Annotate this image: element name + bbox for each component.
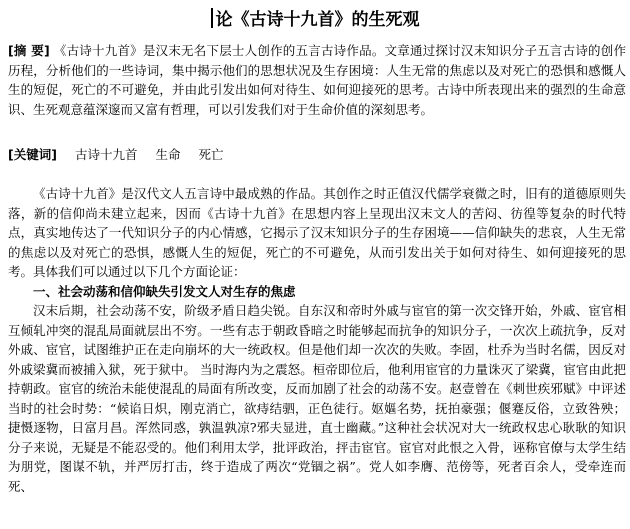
keywords-tag: [关键词] <box>8 147 57 162</box>
body-section <box>8 184 626 496</box>
abstract-paragraph <box>8 41 626 119</box>
abstract-section <box>8 41 626 119</box>
keyword-item: 死亡 <box>198 147 224 162</box>
abstract-text: 《古诗十九首》是汉末无名下层士人创作的五言古诗作品。文章通过探讨汉末知识分子五言古诗的创作历程，分析他们的一些诗词，集中揭示他们的思想状况及生存困境：人生无常的焦虑以及对死亡的恐惧和感慨人生的短促，死亡的不可避免，并由此引发出如何对待生、如何迎接死的思考。古诗中所表现出来的强烈的生命意识、生死观意蕴深邃而又富有哲理，可以引发我们对于生命价值的深刻思考。 <box>8 43 626 117</box>
document-title <box>0 8 630 32</box>
title-text: 论《古诗十九首》的生死观 <box>215 10 420 30</box>
text-cursor <box>211 8 213 28</box>
keyword-item: 生命 <box>155 147 181 162</box>
abstract-tag: [摘 要] <box>8 43 50 58</box>
body-paragraph-1: 《古诗十九首》是汉代文人五言诗中最成熟的作品。其创作之时正值汉代儒学衰微之时，旧有的道德原则失落，新的信仰尚未建立起来，因而《古诗十九首》在思想内容上呈现出汉末文人的苦闷、彷徨等复杂的时代特点，真实地传达了一代知识分子的内心情感，它揭示了汉末知识分子的生存困境——信仰缺失的悲哀，人生无常的焦虑以及对死亡的恐惧，感慨人生的短促，死亡的不可避免，从而引发出关于如何对待生、如何迎接死的思考。具体我们可以通过以下几个方面论证： <box>8 186 626 279</box>
keyword-item: 古诗十九首 <box>74 147 138 162</box>
section-heading-1: 一、社会动荡和信仰缺失引发文人对生存的焦虑 <box>33 283 296 299</box>
keywords-section <box>8 145 626 165</box>
body-paragraph-2: 汉末后期，社会动荡不安，阶级矛盾日趋尖锐。自东汉和帝时外戚与宦官的第一次交锋开始，外戚、宦官相互倾轧冲突的混乱局面就层出不穷。一些有志于朝政昏暗之时能够起而抗争的知识分子，一次次上疏抗争，反对外戚、宦官，试图维护正在走向崩坏的大一统政权。但是他们却一次次的失败。李固，杜乔为当时名儒，因反对外戚梁冀而被捕入狱，死于狱中。 当时海内为之震怒。桓帝即位后，他利用宦官的力量诛灭了梁冀，宦官由此把持朝政。宦官的统治未能使混乱的局面有所改变，反而加剧了社会的动荡不安。赵壹曾在《刺世疾邪赋》中评述当时的社会时势：“候谄日炽，刚克消亡，欲痔结驷，正色徒行。妪嫗名势，抚拍豪强；偃蹇反俗，立致咎殃；捷慑逐物，日富月昌。浑然同惑，孰温孰凉?邪夫显进，直士幽藏。”这种社会状况对大一统政权忠心耿耿的知识分子来说，无疑是不能忍受的。他们利用太学，批评政治，抨击宦官。宦官对此恨之入骨，诬称官僚与太学生结为朋党，图谋不轨，并严厉打击，终于造成了两次“党锢之祸”。党人如李膺、范傍等，死者百余人，受牵连而死、 <box>8 303 626 494</box>
